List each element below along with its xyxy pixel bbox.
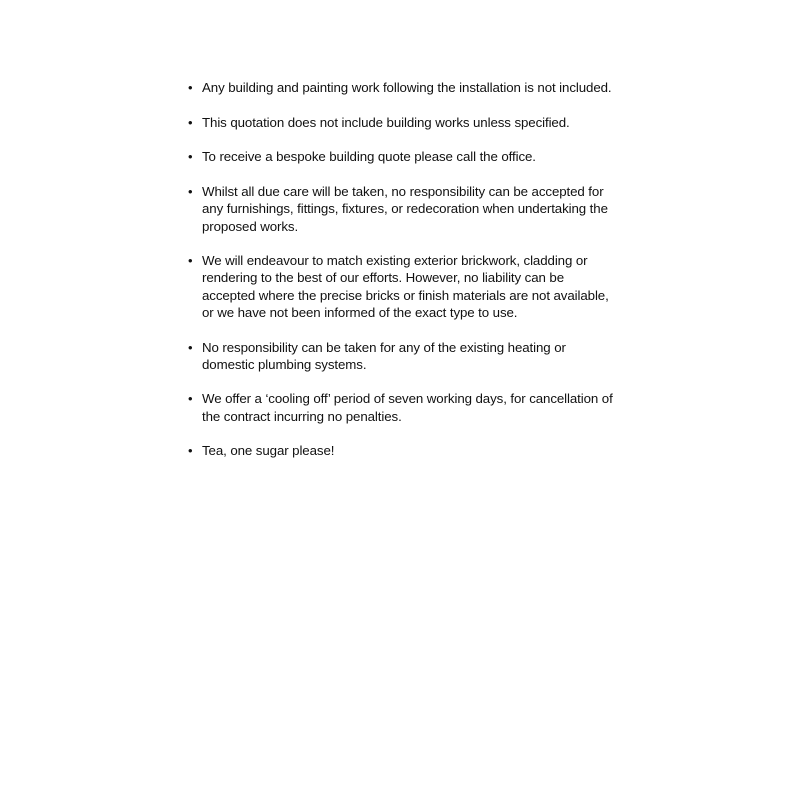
bullet-icon: • — [188, 114, 193, 130]
bullet-icon: • — [188, 253, 193, 269]
term-text: This quotation does not include building works unless specified. — [202, 114, 570, 130]
bullet-icon: • — [188, 339, 193, 355]
term-text: Any building and painting work following the installation is not included. — [202, 80, 612, 95]
term-item-brickwork — [188, 252, 613, 321]
term-text: To receive a bespoke building quote please call the office. — [202, 149, 536, 165]
term-item-cooling-off — [188, 390, 613, 424]
term-text: We offer a ‘cooling off’ period of seven working days, for cancellation of the contract incurring no penalties. — [202, 391, 613, 424]
term-item-building-works — [188, 114, 613, 131]
term-item-heating-plumbing — [188, 339, 613, 373]
bullet-icon: • — [188, 80, 193, 95]
term-text: No responsibility can be taken for any of the existing heating or domestic plumbing systems. — [202, 339, 566, 372]
bullet-icon: • — [188, 391, 193, 407]
term-text: Whilst all due care will be taken, no responsibility can be accepted for any furnishings, fittings, fixtures, or redecoration when undertaking the proposed works. — [202, 184, 608, 234]
term-item-installation — [188, 79, 613, 96]
term-text: Tea, one sugar please! — [202, 443, 335, 459]
term-text: We will endeavour to match existing exterior brickwork, cladding or rendering to the best of our efforts. However, no liability can be accepted where the precise bricks or finish materials are not available, or we have not been informed of the exact type to use. — [202, 253, 609, 320]
bullet-icon: • — [188, 443, 193, 459]
bullet-icon: • — [188, 184, 193, 200]
bullet-icon: • — [188, 149, 193, 165]
term-item-bespoke-quote — [188, 148, 613, 165]
terms-list — [188, 79, 613, 477]
term-item-due-care — [188, 183, 613, 235]
term-item-tea — [188, 442, 613, 459]
